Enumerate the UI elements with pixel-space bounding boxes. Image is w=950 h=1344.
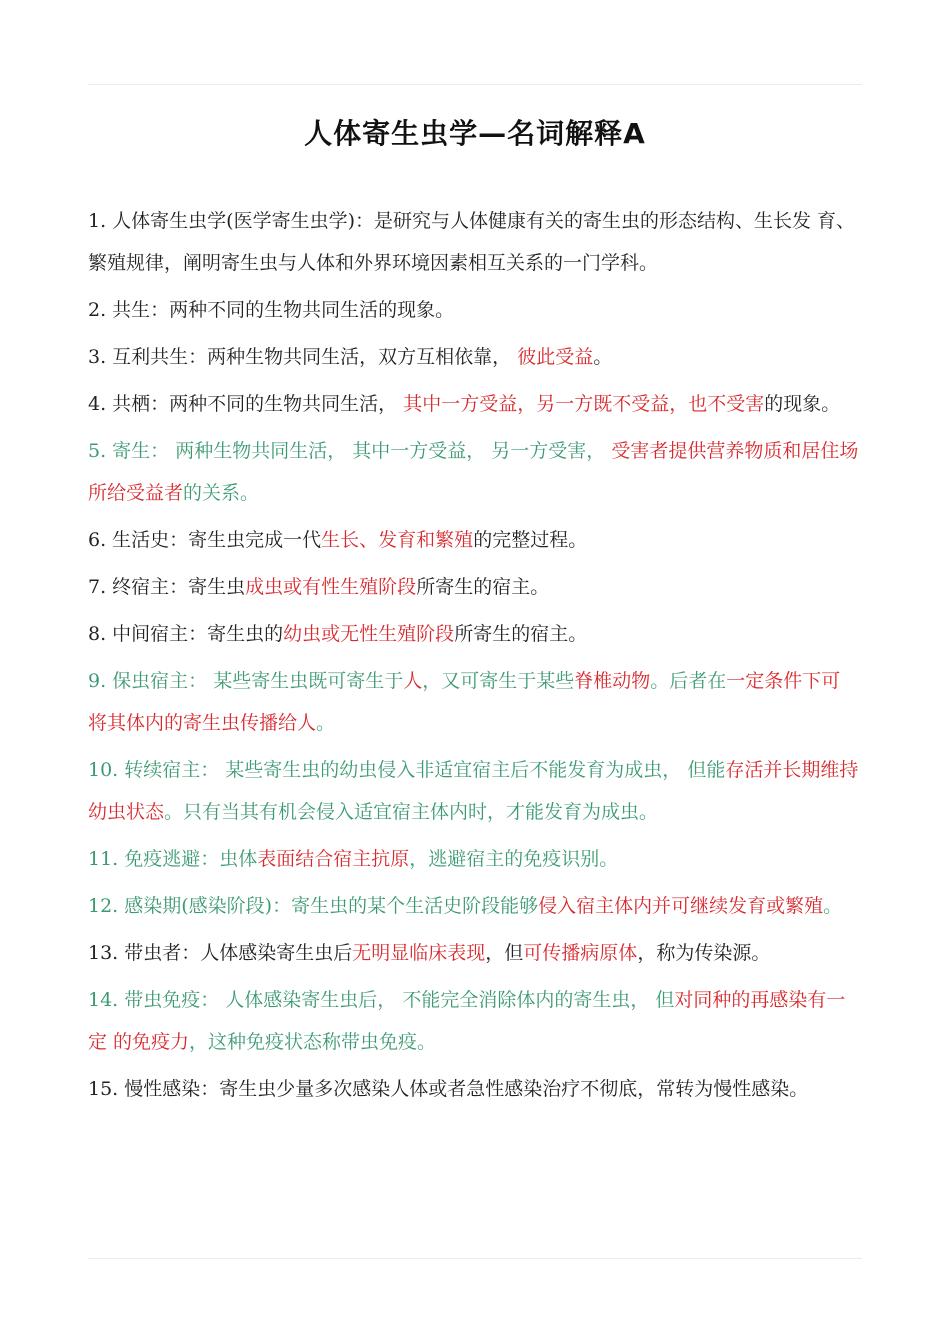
definition-text-black: 4. 共栖：两种不同的生物共同生活， [88,393,404,415]
definition-text-red: 其中一方受益，另一方既不受益，也不受害 [403,393,765,415]
document-title: 人体寄生虫学—名词解释A [304,117,646,150]
definition-text-green: 。后者在 [650,670,727,692]
definition-text-green: 。 [823,895,843,917]
definition-text-black: 8. 中间宿主：寄生虫的 [88,623,284,645]
definition-text-red: 彼此受益 [517,346,594,368]
definition-item [88,660,862,744]
top-divider [88,84,862,85]
definition-text-red: 幼虫或无性生殖阶段 [283,623,455,645]
definition-item [88,932,862,974]
definition-item [88,613,862,655]
definition-text-black: ，但 [485,942,524,964]
definition-text-green: 。 [316,712,336,734]
definition-text-green: 14. 带虫免疫： 人体感染寄生虫后， 不能完全消除体内的寄生虫， 但 [88,989,675,1011]
definition-text-green: 10. 转续宿主： 某些寄生虫的幼虫侵入非适宜宿主后不能发育为成虫， 但能 [88,759,726,781]
definition-item [88,430,862,514]
definition-text-black: 7. 终宿主：寄生虫 [88,576,246,598]
definition-text-green: ，这种免疫状态称带虫免疫。 [189,1031,437,1053]
definition-text-red: 脊椎动物 [574,670,651,692]
definition-text-red: 表面结合宿主抗原 [257,848,410,870]
definition-text-black: 6. 生活史：寄生虫完成一代 [88,529,322,551]
definition-item [88,383,862,425]
definition-item [88,979,862,1063]
definition-text-black: ，称为传染源。 [637,942,771,964]
definition-text-black: 。 [593,346,613,368]
definition-item [88,336,862,378]
definition-text-black: 所寄生的宿主。 [416,576,550,598]
definition-text-black: 13. 带虫者：人体感染寄生虫后 [88,942,353,964]
definition-item [88,1068,862,1110]
definition-text-black: 15. 慢性感染：寄生虫少量多次感染人体或者急性感染治疗不彻底，常转为慢性感染。 [88,1078,809,1100]
definition-item [88,519,862,561]
definition-text-green: 11. 免疫逃避：虫体 [88,848,258,870]
definition-text-black: 的现象。 [764,393,841,415]
definition-item [88,838,862,880]
definition-text-red: 侵入宿主体内并可继续发育或繁殖 [538,895,824,917]
definition-text-black: 3. 互利共生：两种生物共同生活，双方互相依靠， [88,346,518,368]
definition-item [88,749,862,833]
definition-text-red: 受害者提供营养物质和居住场 所给受益者 [88,440,859,504]
definition-item [88,289,862,331]
definition-text-green: 。只有当其有机会侵入适宜宿主体内时，才能发育为成虫。 [164,801,659,823]
definition-list [88,200,862,1115]
bottom-divider [88,1258,862,1259]
definition-text-black: 所寄生的宿主。 [454,623,588,645]
definition-text-green: 9. 保虫宿主： 某些寄生虫既可寄生于 [88,670,404,692]
definition-text-red: 对同种的再感染有一定 的免疫力 [88,989,846,1053]
definition-text-green: 的关系。 [183,482,260,504]
definition-text-green: ，逃避宿主的免疫识别。 [409,848,619,870]
definition-text-red: 存活并长期维持 幼虫状态 [88,759,859,823]
definition-item [88,200,862,284]
definition-text-red: 无明显临床表现 [352,942,486,964]
definition-text-green: 5. 寄生： 两种生物共同生活， 其中一方受益， 另一方受害， [88,440,612,462]
definition-text-black: 2. 共生：两种不同的生物共同生活的现象。 [88,299,455,321]
definition-text-green: ，又可寄生于某些 [422,670,575,692]
definition-item [88,566,862,608]
definition-text-red: 一定条件下可 将其体内的寄生虫传播给人 [88,670,841,734]
definition-item [88,885,862,927]
definition-text-black: 的完整过程。 [473,529,588,551]
definition-text-red: 生长、发育和繁殖 [321,529,474,551]
definition-text-red: 成虫或有性生殖阶段 [245,576,417,598]
definition-text-black: 1. 人体寄生虫学(医学寄生虫学)：是研究与人体健康有关的寄生虫的形态结构、生长发 育、繁殖规律，阐明寄生虫与人体和外界环境因素相互关系的一门学科。 [88,210,856,274]
definition-text-red: 人 [403,670,423,692]
definition-text-green: 12. 感染期(感染阶段)：寄生虫的某个生活史阶段能够 [88,895,539,917]
definition-text-red: 可传播病原体 [523,942,638,964]
